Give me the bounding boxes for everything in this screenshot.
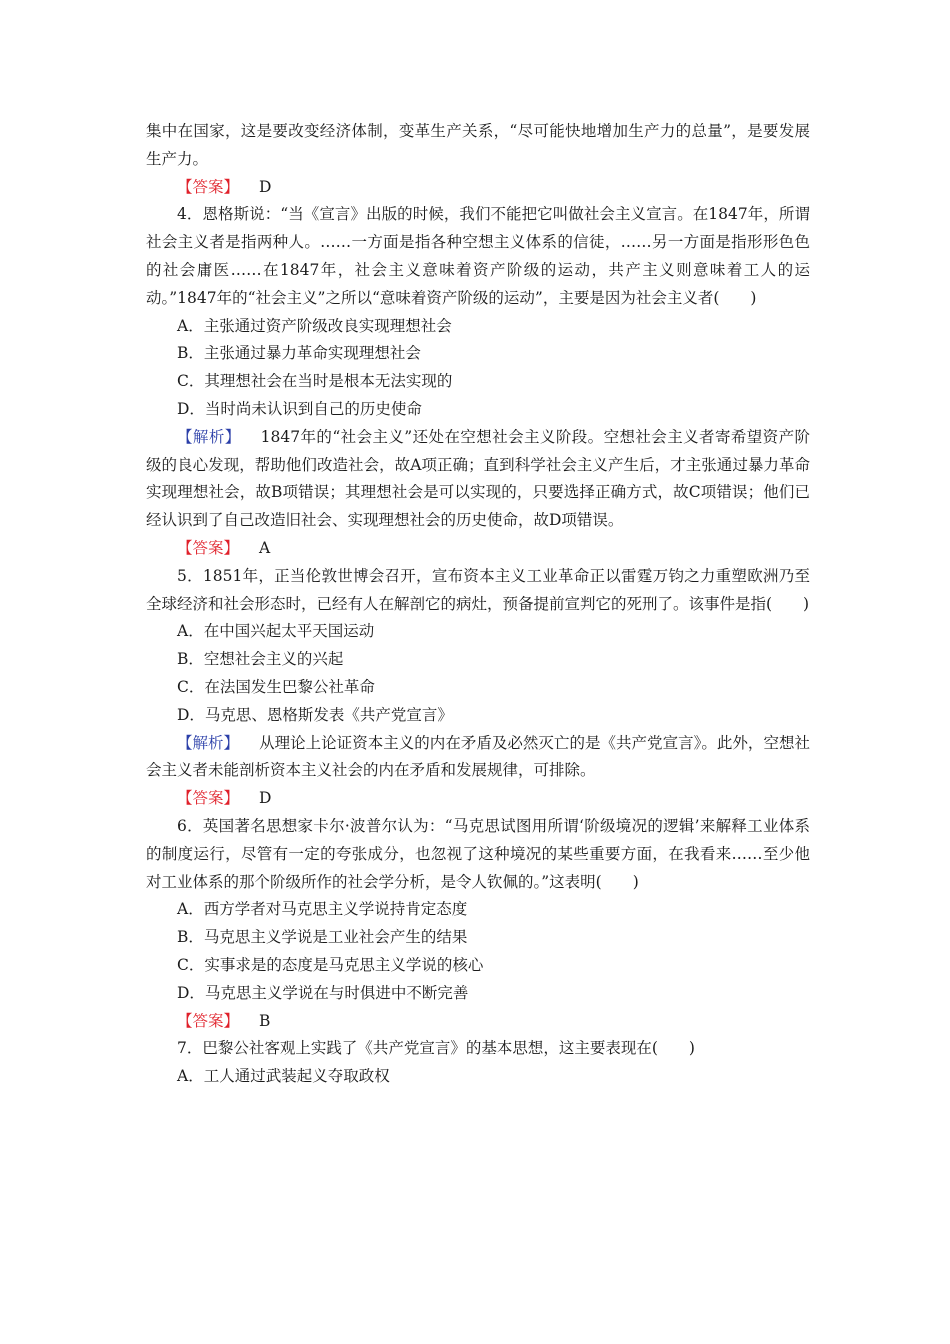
answer-tag: 【答案】 [177, 538, 240, 557]
question-6-option-b: B．马克思主义学说是工业社会产生的结果 [177, 928, 468, 947]
question-7-stem: 7．巴黎公社客观上实践了《共产党宣言》的基本思想，这主要表现在( ) [177, 1039, 695, 1058]
question-4-option-b: B．主张通过暴力革命实现理想社会 [177, 344, 421, 363]
question-6-option-a: A．西方学者对马克思主义学说持肯定态度 [177, 900, 468, 919]
answer-tag: 【答案】 [177, 1011, 240, 1030]
answer-value: B [259, 1011, 271, 1030]
answer-tag: 【答案】 [177, 177, 240, 196]
question-5-option-b: B．空想社会主义的兴起 [177, 650, 344, 669]
question-5-answer [146, 785, 810, 813]
intro-text: 集中在国家，这是要改变经济体制，变革生产关系，“尽可能快地增加生产力的总量”，是要发展生产力。 [146, 122, 810, 168]
question-4-stem: 4．恩格斯说：“当《宣言》出版的时候，我们不能把它叫做社会主义宣言。在1847年，所谓社会主义者是指两种人。……一方面是指各种空想主义体系的信徒，……另一方面是指形形色色的社会庸医……在1847年，社会主义意味着资产阶级的运动，共产主义则意味着工人的运动。”1847年的“社会主义”之所以“意味着资产阶级的运动”，主要是因为社会主义者( ) [146, 205, 810, 307]
question-7-option-a: A．工人通过武装起义夺取政权 [177, 1067, 390, 1086]
question-6-option-c: C．实事求是的态度是马克思主义学说的核心 [177, 955, 484, 974]
question-4-answer [146, 535, 810, 563]
question-6-stem: 6．英国著名思想家卡尔·波普尔认为：“马克思试图用所谓‘阶级境况的逻辑’来解释工业体系的制度运行，尽管有一定的夸张成分，也忽视了这种境况的某些重要方面，在我看来……至少他对工业体系的那个阶级所作的社会学分析，是令人钦佩的。”这表明( ) [146, 816, 810, 891]
analysis-text: 从理论上论证资本主义的内在矛盾及必然灭亡的是《共产党宣言》。此外，空想社会主义者未能剖析资本主义社会的内在矛盾和发展规律，可排除。 [146, 733, 810, 780]
question-5-stem: 5．1851年，正当伦敦世博会召开，宣布资本主义工业革命正以雷霆万钧之力重塑欧洲乃至全球经济和社会形态时，已经有人在解剖它的病灶，预备提前宣判它的死刑了。该事件是指( ) [146, 566, 810, 613]
question-5-option-c: C．在法国发生巴黎公社革命 [177, 677, 375, 696]
question-6-answer [146, 1008, 810, 1036]
question-5-option-d: D．马克思、恩格斯发表《共产党宣言》 [177, 705, 453, 724]
intro-answer [146, 174, 810, 202]
question-5-analysis [146, 730, 810, 786]
analysis-tag: 【解析】 [177, 427, 241, 446]
answer-value: D [259, 789, 272, 808]
answer-value: A [259, 538, 271, 557]
question-4-analysis [146, 424, 810, 535]
question-4-option-a: A．主张通过资产阶级改良实现理想社会 [177, 316, 452, 335]
answer-value: D [259, 177, 272, 196]
question-4-option-d: D．当时尚未认识到自己的历史使命 [177, 399, 422, 418]
question-6-option-d: D．马克思主义学说在与时俱进中不断完善 [177, 983, 469, 1002]
question-4-option-c: C．其理想社会在当时是根本无法实现的 [177, 372, 453, 391]
answer-tag: 【答案】 [177, 789, 240, 808]
document-content [146, 118, 810, 1091]
analysis-text: 1847年的“社会主义”还处在空想社会主义阶段。空想社会主义者寄希望资产阶级的良心发现，帮助他们改造社会，故A项正确；直到科学社会主义产生后，才主张通过暴力革命实现理想社会，故B项错误；其理想社会是可以实现的，只要选择正确方式，故C项错误；他们已经认识到了自己改造旧社会、实现理想社会的历史使命，故D项错误。 [146, 427, 810, 530]
question-5-option-a: A．在中国兴起太平天国运动 [177, 622, 375, 641]
analysis-tag: 【解析】 [177, 733, 240, 752]
